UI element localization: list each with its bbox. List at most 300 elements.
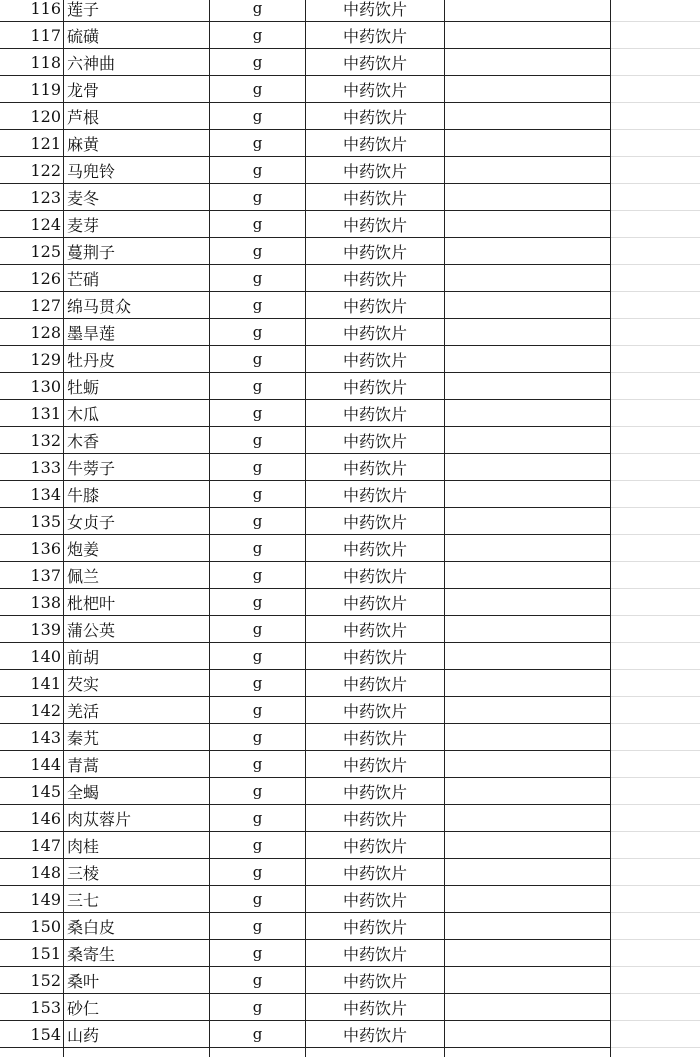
unit-cell[interactable]	[210, 616, 306, 643]
row-number-cell[interactable]	[0, 670, 64, 697]
empty-cell[interactable]	[611, 184, 700, 211]
remark-cell[interactable]	[445, 751, 611, 778]
unit-cell[interactable]	[210, 76, 306, 103]
unit-cell[interactable]	[210, 697, 306, 724]
empty-cell[interactable]	[611, 832, 700, 859]
category-cell[interactable]	[306, 994, 445, 1021]
row-number-cell[interactable]	[0, 400, 64, 427]
drug-name-cell[interactable]	[64, 589, 210, 616]
unit-cell-text: g	[252, 674, 263, 692]
remark-cell[interactable]	[445, 832, 611, 859]
unit-cell-text: g	[252, 944, 263, 962]
row-number-cell[interactable]	[0, 238, 64, 265]
remark-cell[interactable]	[445, 643, 611, 670]
drug-name-cell[interactable]	[64, 373, 210, 400]
remark-cell[interactable]	[445, 670, 611, 697]
unit-cell[interactable]	[210, 319, 306, 346]
drug-name-cell[interactable]	[64, 967, 210, 994]
empty-cell[interactable]	[611, 616, 700, 643]
empty-cell[interactable]	[611, 103, 700, 130]
remark-cell[interactable]	[445, 886, 611, 913]
row-number-cell[interactable]	[0, 967, 64, 994]
table-row	[0, 184, 700, 211]
drug-name-cell-text: 硫磺	[67, 26, 100, 46]
row-number-cell-text: 145	[30, 781, 61, 801]
unit-cell[interactable]	[210, 562, 306, 589]
category-cell[interactable]	[306, 292, 445, 319]
table-row	[0, 1021, 700, 1048]
empty-cell[interactable]	[611, 238, 700, 265]
unit-cell[interactable]	[210, 805, 306, 832]
row-number-cell-text: 154	[30, 1024, 61, 1044]
drug-name-cell[interactable]	[64, 76, 210, 103]
category-cell-text: 中药饮片	[342, 80, 407, 100]
table-row	[0, 562, 700, 589]
empty-cell[interactable]	[611, 751, 700, 778]
unit-cell[interactable]	[210, 940, 306, 967]
row-number-cell-text: 131	[30, 403, 61, 423]
category-cell[interactable]	[306, 562, 445, 589]
category-cell[interactable]	[306, 724, 445, 751]
drug-name-cell[interactable]	[64, 211, 210, 238]
unit-cell[interactable]	[210, 670, 306, 697]
category-cell[interactable]	[306, 427, 445, 454]
remark-cell[interactable]	[445, 157, 611, 184]
drug-name-cell[interactable]	[64, 103, 210, 130]
category-cell[interactable]	[306, 400, 445, 427]
empty-cell[interactable]	[611, 805, 700, 832]
row-number-cell[interactable]	[0, 886, 64, 913]
unit-cell-text: g	[252, 242, 263, 260]
category-cell[interactable]	[306, 643, 445, 670]
category-cell[interactable]	[306, 238, 445, 265]
drug-name-cell-text: 三棱	[67, 863, 100, 883]
drug-name-cell[interactable]	[64, 238, 210, 265]
drug-name-cell[interactable]	[64, 22, 210, 49]
row-number-cell[interactable]	[0, 832, 64, 859]
drug-name-cell[interactable]	[64, 643, 210, 670]
row-number-cell[interactable]	[0, 76, 64, 103]
unit-cell-text: g	[252, 26, 263, 44]
empty-cell[interactable]	[611, 76, 700, 103]
remark-cell[interactable]	[445, 49, 611, 76]
unit-cell[interactable]	[210, 994, 306, 1021]
remark-cell[interactable]	[445, 346, 611, 373]
table-row	[0, 481, 700, 508]
remark-cell[interactable]	[445, 535, 611, 562]
row-number-cell-text: 143	[30, 727, 61, 747]
empty-cell[interactable]	[611, 373, 700, 400]
unit-cell-text: g	[252, 728, 263, 746]
row-number-cell-text: 129	[30, 349, 61, 369]
category-cell[interactable]	[306, 805, 445, 832]
drug-name-cell[interactable]	[64, 562, 210, 589]
unit-cell[interactable]	[210, 265, 306, 292]
remark-cell[interactable]	[445, 427, 611, 454]
remark-cell[interactable]	[445, 805, 611, 832]
remark-cell[interactable]	[445, 589, 611, 616]
drug-name-cell[interactable]	[64, 751, 210, 778]
category-cell[interactable]	[306, 751, 445, 778]
empty-cell[interactable]	[611, 994, 700, 1021]
row-number-cell[interactable]	[0, 859, 64, 886]
empty-cell[interactable]	[611, 481, 700, 508]
row-number-cell[interactable]	[0, 751, 64, 778]
unit-cell[interactable]	[210, 292, 306, 319]
table-row	[0, 508, 700, 535]
remark-cell[interactable]	[445, 967, 611, 994]
remark-cell[interactable]	[445, 319, 611, 346]
drug-name-cell[interactable]	[64, 157, 210, 184]
category-cell[interactable]	[306, 967, 445, 994]
row-number-cell[interactable]	[0, 508, 64, 535]
unit-cell[interactable]	[210, 481, 306, 508]
empty-cell[interactable]	[611, 346, 700, 373]
empty-cell[interactable]	[611, 157, 700, 184]
drug-name-cell-text: 山药	[67, 1025, 100, 1045]
table-row	[0, 265, 700, 292]
row-number-cell[interactable]	[0, 562, 64, 589]
row-number-cell[interactable]	[0, 805, 64, 832]
row-number-cell[interactable]	[0, 535, 64, 562]
drug-name-cell[interactable]	[64, 670, 210, 697]
unit-cell[interactable]	[210, 346, 306, 373]
unit-cell-text: g	[252, 404, 263, 422]
category-cell[interactable]	[306, 1021, 445, 1048]
unit-cell[interactable]	[210, 508, 306, 535]
row-number-cell[interactable]	[0, 589, 64, 616]
remark-cell[interactable]	[445, 940, 611, 967]
table-row	[0, 157, 700, 184]
empty-cell[interactable]	[611, 49, 700, 76]
row-number-cell[interactable]	[0, 373, 64, 400]
drug-name-cell[interactable]	[64, 400, 210, 427]
remark-cell[interactable]	[445, 562, 611, 589]
category-cell[interactable]	[306, 670, 445, 697]
row-number-cell-text: 140	[30, 646, 61, 666]
drug-name-cell[interactable]	[64, 535, 210, 562]
empty-cell[interactable]	[611, 211, 700, 238]
unit-cell-text: g	[252, 863, 263, 881]
drug-name-cell[interactable]	[64, 940, 210, 967]
unit-cell[interactable]	[210, 184, 306, 211]
row-number-cell-text: 132	[30, 430, 61, 450]
drug-name-cell[interactable]	[64, 832, 210, 859]
remark-cell[interactable]	[445, 778, 611, 805]
empty-cell[interactable]	[611, 22, 700, 49]
empty-cell[interactable]	[611, 697, 700, 724]
table-row	[0, 940, 700, 967]
category-cell[interactable]	[306, 535, 445, 562]
category-cell-text: 中药饮片	[342, 188, 407, 208]
row-number-cell[interactable]	[0, 211, 64, 238]
empty-cell[interactable]	[611, 643, 700, 670]
unit-cell[interactable]	[210, 130, 306, 157]
unit-cell-text: g	[252, 593, 263, 611]
drug-name-cell[interactable]	[64, 427, 210, 454]
unit-cell-text: g	[252, 458, 263, 476]
drug-name-cell[interactable]	[64, 454, 210, 481]
row-number-cell[interactable]	[0, 346, 64, 373]
category-cell[interactable]	[306, 184, 445, 211]
category-cell-text: 中药饮片	[342, 269, 407, 289]
table-row	[0, 0, 700, 22]
row-number-cell[interactable]	[0, 697, 64, 724]
drug-name-cell[interactable]	[64, 994, 210, 1021]
category-cell[interactable]	[306, 454, 445, 481]
empty-cell[interactable]	[611, 454, 700, 481]
table-row	[0, 589, 700, 616]
unit-cell-text: g	[252, 512, 263, 530]
category-cell-text: 中药饮片	[342, 242, 407, 262]
unit-cell[interactable]	[210, 832, 306, 859]
empty-cell[interactable]	[611, 130, 700, 157]
category-cell-text: 中药饮片	[342, 998, 407, 1018]
unit-cell-text: g	[252, 350, 263, 368]
category-cell[interactable]	[306, 265, 445, 292]
category-cell[interactable]	[306, 22, 445, 49]
category-cell[interactable]	[306, 49, 445, 76]
category-cell-text: 中药饮片	[342, 863, 407, 883]
category-cell[interactable]	[306, 211, 445, 238]
row-number-cell[interactable]	[0, 913, 64, 940]
category-cell[interactable]	[306, 157, 445, 184]
row-number-cell-text: 119	[30, 79, 61, 99]
row-number-cell[interactable]	[0, 616, 64, 643]
category-cell[interactable]	[306, 346, 445, 373]
remark-cell[interactable]	[445, 859, 611, 886]
remark-cell[interactable]	[445, 22, 611, 49]
empty-cell[interactable]	[611, 292, 700, 319]
unit-cell[interactable]	[210, 49, 306, 76]
unit-cell-text: g	[252, 269, 263, 287]
drug-name-cell-text: 龙骨	[67, 80, 100, 100]
category-cell-text: 中药饮片	[342, 215, 407, 235]
remark-cell[interactable]	[445, 76, 611, 103]
row-number-cell[interactable]	[0, 0, 64, 22]
remark-cell[interactable]	[445, 238, 611, 265]
category-cell[interactable]	[306, 130, 445, 157]
unit-cell[interactable]	[210, 886, 306, 913]
row-number-cell[interactable]	[0, 265, 64, 292]
unit-cell[interactable]	[210, 0, 306, 22]
unit-cell[interactable]	[210, 157, 306, 184]
category-cell[interactable]	[306, 832, 445, 859]
drug-name-cell[interactable]	[64, 292, 210, 319]
empty-cell[interactable]	[306, 1048, 445, 1057]
empty-cell[interactable]	[611, 886, 700, 913]
empty-cell[interactable]	[611, 535, 700, 562]
row-number-cell[interactable]	[0, 130, 64, 157]
remark-cell[interactable]	[445, 373, 611, 400]
drug-name-cell[interactable]	[64, 319, 210, 346]
remark-cell[interactable]	[445, 508, 611, 535]
category-cell[interactable]	[306, 886, 445, 913]
unit-cell[interactable]	[210, 724, 306, 751]
remark-cell[interactable]	[445, 481, 611, 508]
unit-cell[interactable]	[210, 373, 306, 400]
empty-cell[interactable]	[611, 724, 700, 751]
category-cell[interactable]	[306, 589, 445, 616]
unit-cell[interactable]	[210, 400, 306, 427]
category-cell[interactable]	[306, 319, 445, 346]
row-number-cell[interactable]	[0, 778, 64, 805]
drug-name-cell[interactable]	[64, 724, 210, 751]
empty-cell[interactable]	[611, 967, 700, 994]
category-cell[interactable]	[306, 481, 445, 508]
drug-name-cell[interactable]	[64, 1021, 210, 1048]
drug-name-cell[interactable]	[64, 886, 210, 913]
row-number-cell[interactable]	[0, 724, 64, 751]
row-number-cell[interactable]	[0, 157, 64, 184]
empty-cell[interactable]	[611, 670, 700, 697]
remark-cell[interactable]	[445, 211, 611, 238]
category-cell[interactable]	[306, 697, 445, 724]
remark-cell[interactable]	[445, 616, 611, 643]
unit-cell[interactable]	[210, 967, 306, 994]
remark-cell[interactable]	[445, 184, 611, 211]
empty-cell[interactable]	[611, 1021, 700, 1048]
row-number-cell[interactable]	[0, 319, 64, 346]
empty-cell[interactable]	[611, 778, 700, 805]
row-number-cell-text: 152	[30, 970, 61, 990]
remark-cell[interactable]	[445, 724, 611, 751]
row-number-cell[interactable]	[0, 22, 64, 49]
unit-cell[interactable]	[210, 643, 306, 670]
row-number-cell[interactable]	[0, 1021, 64, 1048]
category-cell[interactable]	[306, 508, 445, 535]
unit-cell[interactable]	[210, 22, 306, 49]
row-number-cell[interactable]	[0, 994, 64, 1021]
drug-name-cell[interactable]	[64, 0, 210, 22]
remark-cell[interactable]	[445, 265, 611, 292]
empty-cell[interactable]	[611, 913, 700, 940]
unit-cell[interactable]	[210, 427, 306, 454]
row-number-cell-text: 150	[30, 916, 61, 936]
category-cell[interactable]	[306, 859, 445, 886]
category-cell[interactable]	[306, 940, 445, 967]
unit-cell[interactable]	[210, 751, 306, 778]
empty-cell[interactable]	[611, 508, 700, 535]
remark-cell[interactable]	[445, 697, 611, 724]
drug-name-cell[interactable]	[64, 616, 210, 643]
category-cell-text: 中药饮片	[342, 1025, 407, 1045]
category-cell-text: 中药饮片	[342, 350, 407, 370]
drug-name-cell[interactable]	[64, 346, 210, 373]
unit-cell[interactable]	[210, 1021, 306, 1048]
row-number-cell[interactable]	[0, 940, 64, 967]
drug-name-cell[interactable]	[64, 697, 210, 724]
row-number-cell-text: 141	[30, 673, 61, 693]
empty-cell[interactable]	[611, 0, 700, 22]
drug-name-cell-text: 秦艽	[67, 728, 100, 748]
unit-cell-text: g	[252, 188, 263, 206]
drug-name-cell[interactable]	[64, 778, 210, 805]
unit-cell[interactable]	[210, 589, 306, 616]
category-cell-text: 中药饮片	[342, 53, 407, 73]
table-row	[0, 967, 700, 994]
row-number-cell[interactable]	[0, 103, 64, 130]
remark-cell[interactable]	[445, 292, 611, 319]
unit-cell[interactable]	[210, 103, 306, 130]
empty-cell[interactable]	[611, 400, 700, 427]
empty-cell[interactable]	[210, 1048, 306, 1057]
remark-cell[interactable]	[445, 994, 611, 1021]
empty-cell[interactable]	[611, 562, 700, 589]
drug-name-cell[interactable]	[64, 913, 210, 940]
row-number-cell[interactable]	[0, 184, 64, 211]
unit-cell[interactable]	[210, 778, 306, 805]
category-cell[interactable]	[306, 103, 445, 130]
empty-cell[interactable]	[0, 1048, 64, 1057]
row-number-cell-text: 128	[30, 322, 61, 342]
drug-name-cell-text: 六神曲	[67, 53, 116, 73]
empty-cell[interactable]	[611, 589, 700, 616]
row-number-cell[interactable]	[0, 643, 64, 670]
row-number-cell[interactable]	[0, 454, 64, 481]
empty-cell[interactable]	[611, 319, 700, 346]
row-number-cell[interactable]	[0, 49, 64, 76]
empty-cell[interactable]	[611, 940, 700, 967]
drug-name-cell[interactable]	[64, 805, 210, 832]
remark-cell[interactable]	[445, 0, 611, 22]
drug-name-cell[interactable]	[64, 481, 210, 508]
remark-cell[interactable]	[445, 1021, 611, 1048]
empty-cell[interactable]	[445, 1048, 611, 1057]
remark-cell[interactable]	[445, 103, 611, 130]
empty-cell[interactable]	[611, 1048, 700, 1057]
row-number-cell-text: 142	[30, 700, 61, 720]
row-number-cell[interactable]	[0, 481, 64, 508]
category-cell[interactable]	[306, 913, 445, 940]
drug-name-cell[interactable]	[64, 265, 210, 292]
empty-cell[interactable]	[64, 1048, 210, 1057]
category-cell[interactable]	[306, 616, 445, 643]
unit-cell[interactable]	[210, 454, 306, 481]
remark-cell[interactable]	[445, 130, 611, 157]
empty-cell[interactable]	[611, 427, 700, 454]
remark-cell[interactable]	[445, 913, 611, 940]
drug-name-cell[interactable]	[64, 184, 210, 211]
empty-cell[interactable]	[611, 265, 700, 292]
drug-name-cell[interactable]	[64, 508, 210, 535]
drug-name-cell-text: 木瓜	[67, 404, 100, 424]
unit-cell[interactable]	[210, 535, 306, 562]
row-number-cell-text: 144	[30, 754, 61, 774]
category-cell-text: 中药饮片	[342, 782, 407, 802]
unit-cell-text: g	[252, 836, 263, 854]
remark-cell[interactable]	[445, 454, 611, 481]
category-cell[interactable]	[306, 373, 445, 400]
drug-name-cell[interactable]	[64, 859, 210, 886]
unit-cell[interactable]	[210, 238, 306, 265]
unit-cell[interactable]	[210, 211, 306, 238]
unit-cell[interactable]	[210, 913, 306, 940]
drug-name-cell[interactable]	[64, 49, 210, 76]
unit-cell[interactable]	[210, 859, 306, 886]
drug-name-cell[interactable]	[64, 130, 210, 157]
category-cell[interactable]	[306, 0, 445, 22]
row-number-cell[interactable]	[0, 292, 64, 319]
table-row	[0, 373, 700, 400]
empty-cell[interactable]	[611, 859, 700, 886]
category-cell-text: 中药饮片	[342, 593, 407, 613]
row-number-cell[interactable]	[0, 427, 64, 454]
remark-cell[interactable]	[445, 400, 611, 427]
category-cell[interactable]	[306, 76, 445, 103]
category-cell[interactable]	[306, 778, 445, 805]
row-number-cell-text: 133	[30, 457, 61, 477]
